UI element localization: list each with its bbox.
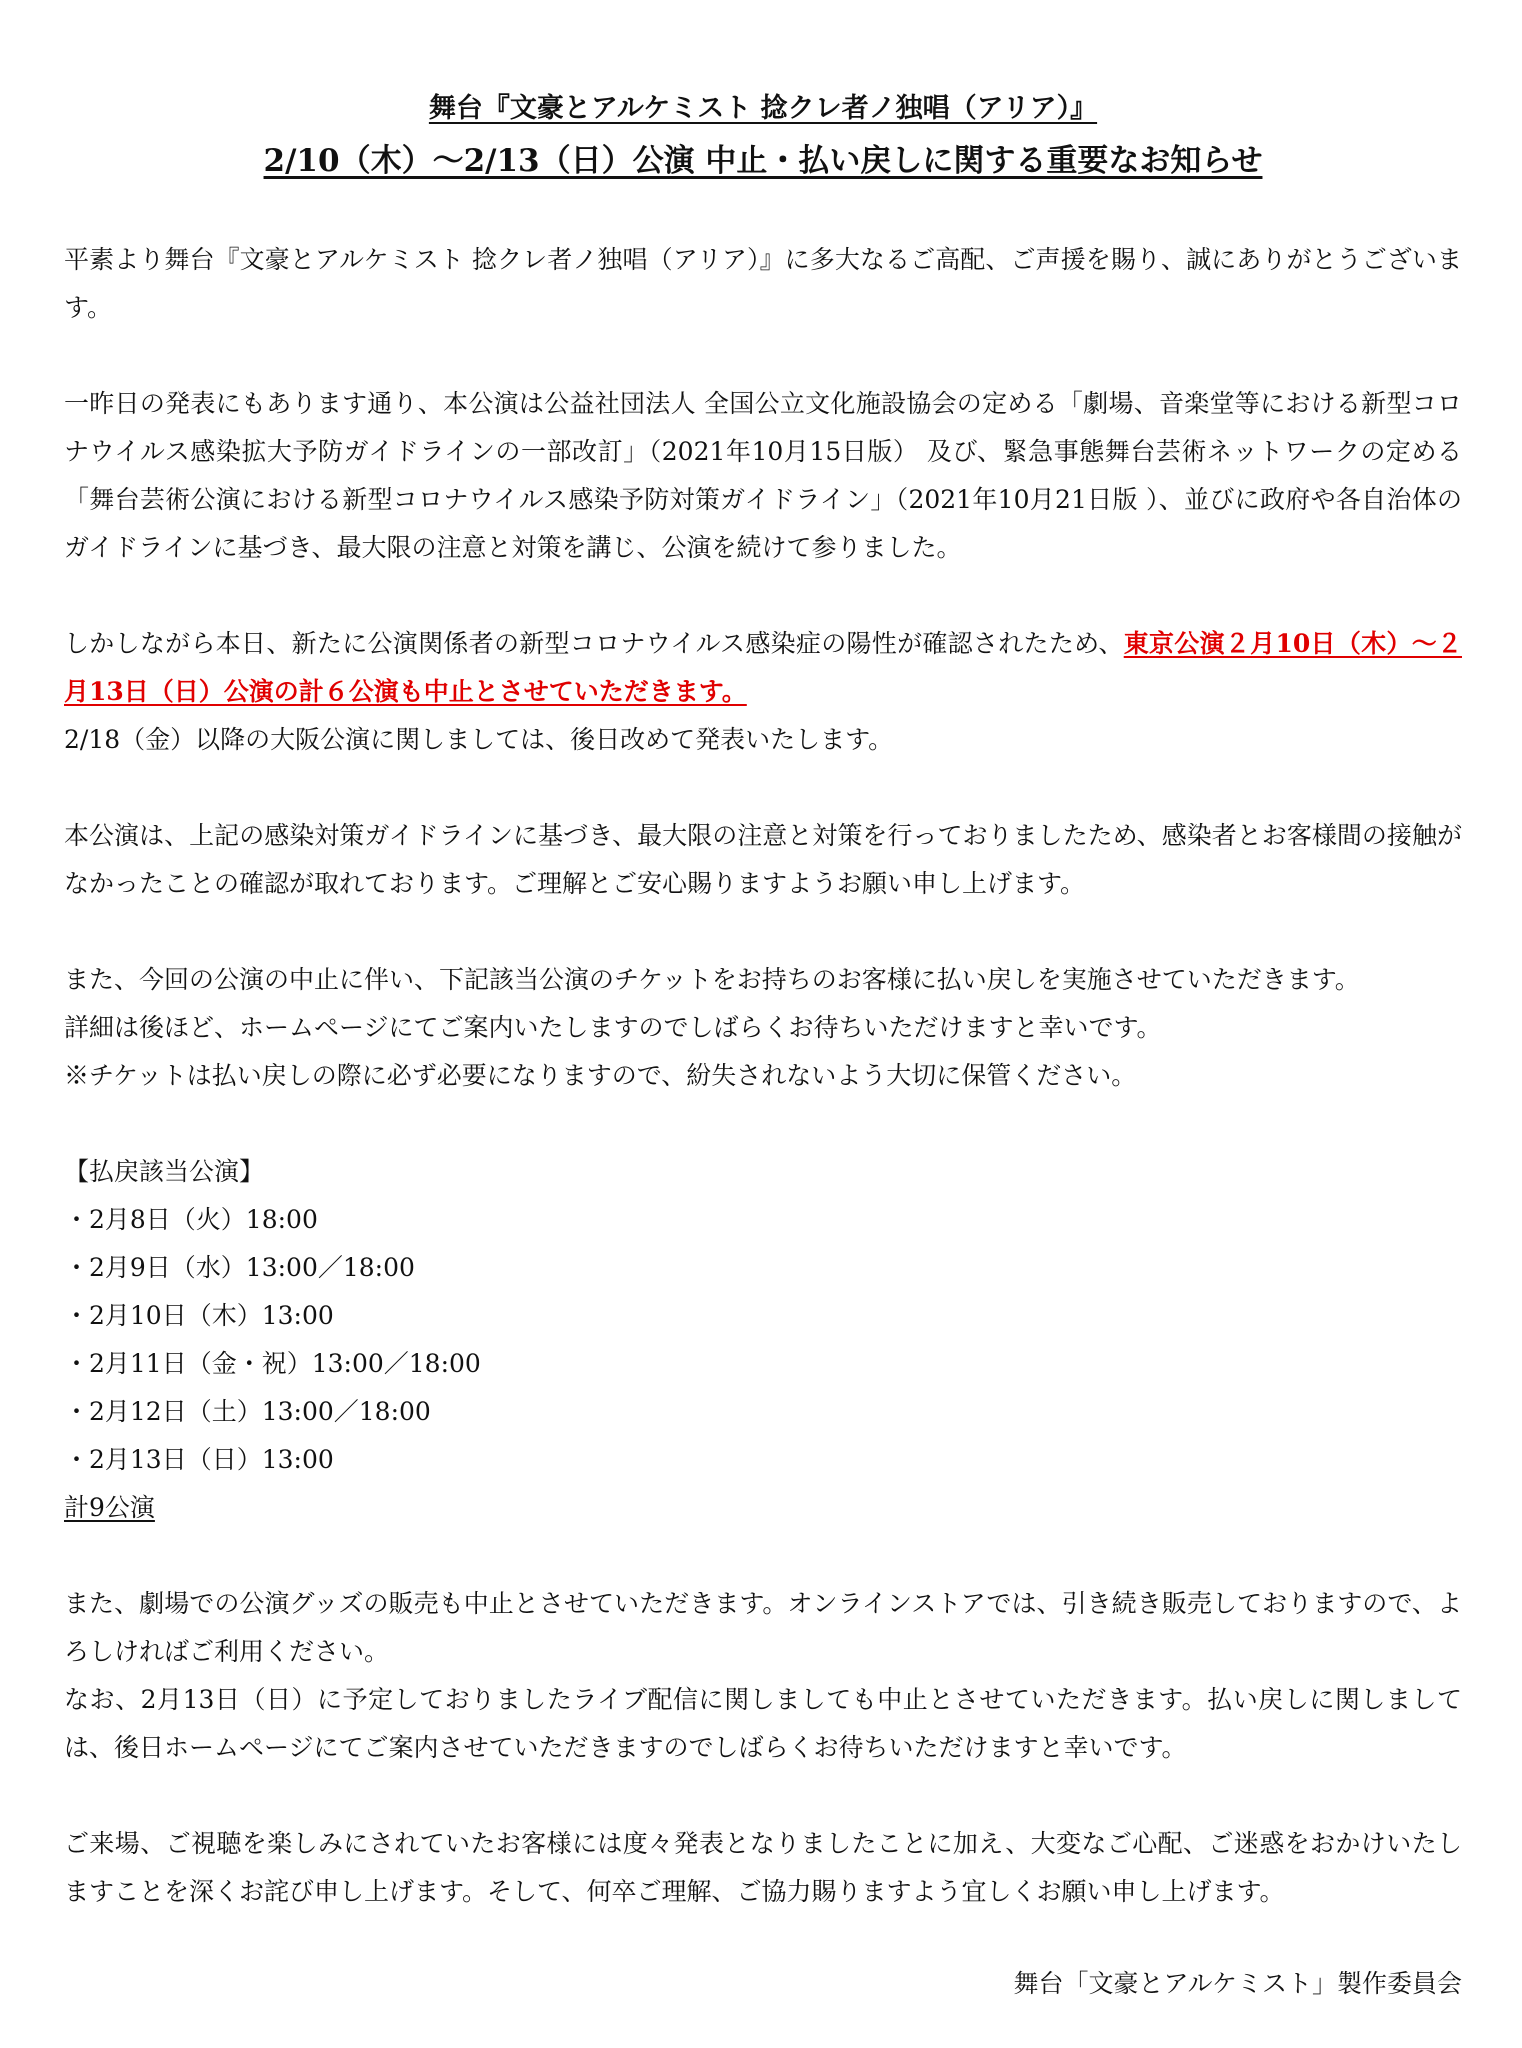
notice-subtitle: 舞台『文豪とアルケミスト 捻クレ者ノ独唱（アリア）』 bbox=[428, 93, 1098, 124]
performances-total-text: 計9公演 bbox=[64, 1493, 155, 1522]
guidelines-paragraph: 一昨日の発表にもあります通り、本公演は公益社団法人 全国公立文化施設協会の定める「劇場、音楽堂等における新型コロナウイルス感染拡大予防ガイドラインの一部改訂」（2021年10月15日版） 及び、緊急事態舞台芸術ネットワークの定める「舞台芸術公演における新型コロナウイルス感染予防対策ガイドライン」（2021年10月21日版 ）、並びに政府や各自治体のガイドラインに基づき、最大限の注意と対策を講じ、公演を続けて参りました。 bbox=[64, 389, 1462, 562]
performances-total bbox=[64, 1484, 1462, 1532]
safety-paragraph: 本公演は、上記の感染対策ガイドラインに基づき、最大限の注意と対策を行っておりましたため、感染者とお客様間の接触がなかったことの確認が取れております。ご理解とご安心賜りますようお願い申し上げます。 bbox=[64, 821, 1462, 898]
goods-line-1: また、劇場での公演グッズの販売も中止とさせていただきます。オンラインストアでは、引き続き販売しておりますので、よろしければご利用ください。 bbox=[64, 1589, 1462, 1666]
cancellation-paragraph bbox=[64, 620, 1462, 716]
refund-line-2: 詳細は後ほど、ホームページにてご案内いたしますのでしばらくお待ちいただけますと幸いです。 bbox=[64, 1013, 1162, 1042]
performance-item: ・2月11日（金・祝）13:00／18:00 bbox=[64, 1349, 481, 1378]
osaka-notice: 2/18（金）以降の大阪公演に関しましては、後日改めて発表いたします。 bbox=[64, 725, 894, 754]
apology-paragraph: ご来場、ご視聴を楽しみにされていたお客様には度々発表となりましたことに加え、大変なご心配、ご迷惑をおかけいたしますことを深くお詫び申し上げます。そして、何卒ご理解、ご協力賜りますよう宜しくお願い申し上げます。 bbox=[64, 1829, 1462, 1906]
refund-line-3: ※チケットは払い戻しの際に必ず必要になりますので、紛失されないよう大切に保管ください。 bbox=[64, 1061, 1137, 1090]
performance-item: ・2月12日（土）13:00／18:00 bbox=[64, 1397, 431, 1426]
performance-item: ・2月9日（水）13:00／18:00 bbox=[64, 1253, 415, 1282]
refund-line-1: また、今回の公演の中止に伴い、下記該当公演のチケットをお持ちのお客様に払い戻しを実施させていただきます。 bbox=[64, 965, 1360, 994]
notice-title: 2/10（木）～2/13（日）公演 中止・払い戻しに関する重要なお知らせ bbox=[263, 143, 1263, 179]
performance-item: ・2月8日（火）18:00 bbox=[64, 1205, 318, 1234]
goods-line-2: なお、2月13日（日）に予定しておりましたライブ配信に関しましても中止とさせていただきます。払い戻しに関しましては、後日ホームページにてご案内させていただきますのでしばらくお待ちいただけますと幸いです。 bbox=[64, 1685, 1462, 1762]
intro-paragraph: 平素より舞台『文豪とアルケミスト 捻クレ者ノ独唱（アリア）』に多大なるご高配、ご声援を賜り、誠にありがとうございます。 bbox=[64, 245, 1462, 322]
performance-list bbox=[64, 1196, 1462, 1484]
signature: 舞台「文豪とアルケミスト」製作委員会 bbox=[1013, 1969, 1462, 1998]
cancellation-lead: しかしながら本日、新たに公演関係者の新型コロナウイルス感染症の陽性が確認されたため、 bbox=[64, 629, 1124, 658]
performances-heading: 【払戻該当公演】 bbox=[64, 1157, 265, 1186]
cancellation-highlight: 東京公演２月10日（木）～２月13日（日）公演の計６公演も中止とさせていただきます。 bbox=[64, 629, 1462, 706]
performance-item: ・2月10日（木）13:00 bbox=[64, 1301, 334, 1330]
performance-item: ・2月13日（日）13:00 bbox=[64, 1445, 334, 1474]
